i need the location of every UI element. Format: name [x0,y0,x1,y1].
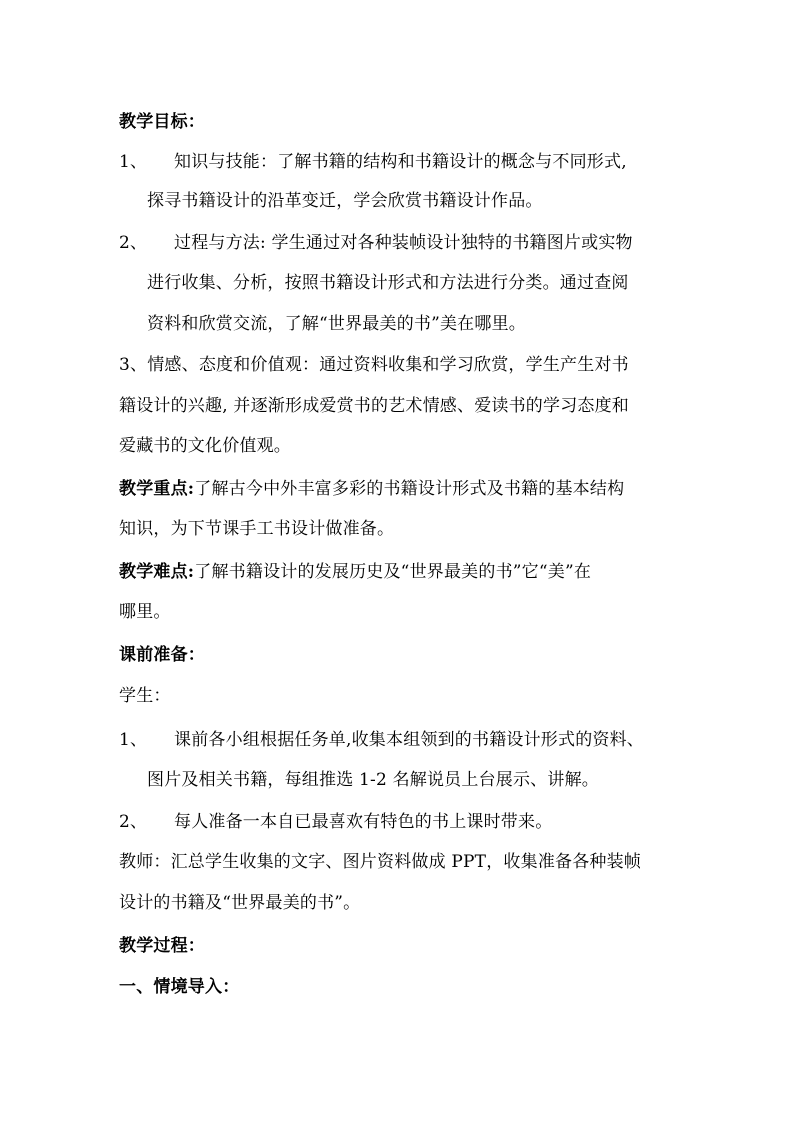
difficulties-text: 了解书籍设计的发展历史及“世界最美的书”它“美”在 [194,562,592,582]
preparation-1-number: 1、 [119,730,148,750]
objective-1-line2: 探寻书籍设计的沿革变迁，学会欣赏书籍设计作品。 [147,191,543,211]
objectives-heading: 教学目标： [119,112,205,132]
teacher-line1: 教师：汇总学生收集的文字、图片资料做成 PPT，收集准备各种装帧 [119,852,642,872]
difficulties [119,561,591,583]
preparation-2 [119,811,552,833]
preparation-2-number: 2、 [119,812,148,832]
key-points-text: 了解古今中外丰富多彩的书籍设计形式及书籍的基本结构 [194,479,625,499]
preparation-2-line1: 每人准备一本自已最喜欢有特色的书上课时带来。 [174,812,553,832]
process-heading: 教学过程： [119,936,205,956]
objective-3-line1: 3、情感、态度和价值观：通过资料收集和学习欣赏，学生产生对书 [119,355,629,375]
students-label: 学生： [119,686,171,706]
key-points [119,478,624,500]
objective-2-line2: 进行收集、分析，按照书籍设计形式和方法进行分类。通过查阅 [147,273,629,293]
preparation-heading: 课前准备： [119,645,205,665]
preparation-1 [119,729,644,751]
teacher-line2: 设计的书籍及“世界最美的书”。 [119,893,361,913]
difficulties-label: 教学难点: [119,562,195,582]
difficulties-line2: 哪里。 [119,602,171,622]
objective-1-number: 1、 [119,152,148,172]
objective-2-line3: 资料和欣赏交流，了解“世界最美的书”美在哪里。 [147,314,526,334]
section-1-heading: 一、情境导入： [119,977,240,997]
preparation-1-line1: 课前各小组根据任务单,收集本组领到的书籍设计形式的资料、 [174,730,645,750]
objective-2-line1: 过程与方法: 学生通过对各种装帧设计独特的书籍图片或实物 [174,233,633,253]
objective-1 [119,151,627,173]
preparation-1-line2: 图片及相关书籍，每组推选 1-2 名解说员上台展示、讲解。 [147,770,599,790]
objective-3-line2: 籍设计的兴趣, 并逐渐形成爱赏书的艺术情感、爱读书的学习态度和 [119,396,630,416]
key-points-line2: 知识，为下节课手工书设计做准备。 [119,519,395,539]
objective-2 [119,232,633,254]
key-points-label: 教学重点: [119,479,195,499]
objective-3-line3: 爱藏书的文化价值观。 [119,436,291,456]
objective-2-number: 2、 [119,233,148,253]
objective-1-line1: 知识与技能：了解书籍的结构和书籍设计的概念与不同形式, [174,152,627,172]
